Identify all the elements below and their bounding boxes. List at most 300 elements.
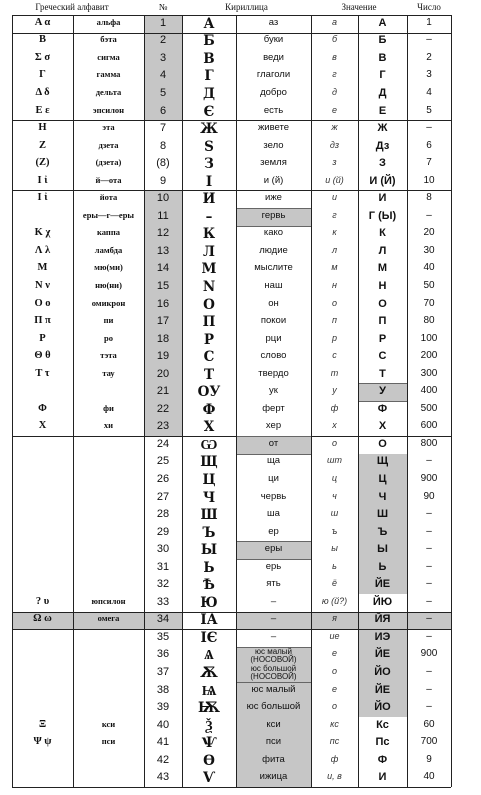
pronunciation: И (Й) xyxy=(369,174,396,187)
pronunciation: Ш xyxy=(376,508,389,521)
numeric-value: 3 xyxy=(426,69,432,81)
numeric-value: 900 xyxy=(420,648,438,660)
meaning: пс xyxy=(329,736,340,747)
cyrillic-name: буки xyxy=(263,34,284,46)
row-number: 30 xyxy=(156,543,170,556)
pronunciation: М xyxy=(377,262,388,275)
meaning: и xyxy=(331,192,337,203)
row-number: 3 xyxy=(159,51,167,64)
greek-name: тау xyxy=(102,367,115,378)
numeric-value: 2 xyxy=(426,51,432,63)
greek-letter: Ι ἰ xyxy=(37,174,48,186)
greek-letter: Φ xyxy=(38,402,47,414)
cyrillic-letter: Ѵ xyxy=(202,770,216,787)
cyrillic-letter: ІЄ xyxy=(200,629,218,646)
pronunciation: В xyxy=(378,51,387,64)
cyrillic-letter: Ы xyxy=(200,542,218,559)
greek-letter: Π π xyxy=(34,315,51,327)
cyrillic-name: хер xyxy=(265,420,282,432)
row-number: 18 xyxy=(156,332,170,345)
meaning: ь xyxy=(332,560,337,571)
greek-letter: ? υ xyxy=(35,595,50,607)
numeric-value: 700 xyxy=(420,736,438,748)
row-number: 13 xyxy=(156,244,170,257)
row-number: 36 xyxy=(156,648,170,661)
cyrillic-letter: Ѕ xyxy=(204,138,214,155)
numeric-value: 10 xyxy=(423,174,435,186)
numeric-value: 4 xyxy=(426,86,432,98)
pronunciation: Л xyxy=(378,244,387,257)
greek-name: еры—г—еры xyxy=(82,209,135,220)
row-number: 38 xyxy=(156,683,170,696)
pronunciation: О xyxy=(378,437,387,450)
greek-name: (дзета) xyxy=(95,157,122,168)
cyrillic-name: червь xyxy=(260,490,287,502)
meaning: о xyxy=(331,437,337,448)
pronunciation: Ъ xyxy=(377,525,388,538)
pronunciation: Р xyxy=(378,332,387,345)
cyrillic-letter: Ж xyxy=(200,121,218,138)
pronunciation: И xyxy=(378,771,387,784)
row-number: 12 xyxy=(156,227,170,240)
meaning: я xyxy=(332,613,337,624)
cyrillic-letter: Ю xyxy=(200,594,218,611)
greek-letter: Λ λ xyxy=(34,244,51,256)
cyrillic-letter: Ѩ xyxy=(201,682,217,699)
greek-letter: Ζ xyxy=(38,139,46,151)
numeric-value: – xyxy=(426,665,432,677)
numeric-value: – xyxy=(426,525,432,537)
meaning: е xyxy=(331,683,337,694)
row-number: 11 xyxy=(157,209,169,222)
numeric-value: 70 xyxy=(423,297,435,309)
row-number: 25 xyxy=(156,455,170,468)
greek-letter: Ε ε xyxy=(35,104,50,116)
row-divider xyxy=(12,787,451,788)
cyrillic-name: ер xyxy=(268,525,279,537)
pronunciation: Т xyxy=(379,367,386,380)
pronunciation: ЙО xyxy=(374,701,391,714)
cyrillic-letter: ОУ xyxy=(197,384,221,401)
numeric-value: – xyxy=(426,209,432,221)
greek-letter: Ρ xyxy=(39,332,46,344)
row-number: 29 xyxy=(156,525,170,538)
pronunciation: Ж xyxy=(377,122,388,135)
cyrillic-letter: Щ xyxy=(200,454,218,471)
cyrillic-letter: Ѳ xyxy=(203,752,215,769)
row-number: 40 xyxy=(156,718,170,731)
pronunciation: ЙЕ xyxy=(374,578,391,591)
meaning: ф xyxy=(330,753,339,764)
meaning: и (й) xyxy=(325,174,344,185)
pronunciation: Н xyxy=(378,279,387,292)
pronunciation: У xyxy=(379,385,386,398)
header-value: Число xyxy=(417,2,441,12)
greek-letter: Ν ν xyxy=(35,279,50,291)
row-number: 2 xyxy=(159,34,167,47)
numeric-value: 6 xyxy=(426,139,432,151)
cyrillic-letter: І xyxy=(205,173,213,190)
cyrillic-letter: Л xyxy=(203,243,215,260)
cyrillic-letter: Ш xyxy=(200,507,218,524)
numeric-value: 5 xyxy=(426,104,432,116)
cyrillic-letter: М xyxy=(201,261,217,278)
cyrillic-name: како xyxy=(263,227,284,239)
meaning: н xyxy=(332,279,337,290)
greek-name: мю(ми) xyxy=(94,262,123,273)
row-number: 27 xyxy=(156,490,170,503)
row-number: 34 xyxy=(156,613,170,626)
numeric-value: 9 xyxy=(426,753,432,765)
pronunciation: Ф xyxy=(377,753,388,766)
greek-letter: Μ xyxy=(37,262,48,274)
column-divider xyxy=(451,15,452,787)
numeric-value: 200 xyxy=(420,350,438,362)
meaning: л xyxy=(331,244,338,255)
meaning: шт xyxy=(327,455,342,466)
numeric-value: 40 xyxy=(423,262,435,274)
meaning: е xyxy=(331,648,337,659)
greek-letter: Ψ ψ xyxy=(33,736,52,748)
cyrillic-letter: З xyxy=(204,156,214,173)
meaning: ч xyxy=(332,490,337,501)
cyrillic-name: зело xyxy=(263,139,284,151)
cyrillic-name: пси xyxy=(265,736,282,748)
pronunciation: ЙО xyxy=(374,665,391,678)
cyrillic-name: ять xyxy=(266,578,281,590)
pronunciation: Дз xyxy=(375,139,390,152)
header-number: № xyxy=(158,2,168,12)
greek-letter: Κ χ xyxy=(34,227,51,239)
row-number: 19 xyxy=(156,350,170,363)
numeric-value: 90 xyxy=(423,490,435,502)
pronunciation: ИЭ xyxy=(374,630,391,643)
row-number: 26 xyxy=(156,472,170,485)
row-divider xyxy=(12,436,451,437)
greek-name: дзета xyxy=(98,139,119,150)
greek-name: кси xyxy=(101,718,116,729)
cell-divider xyxy=(236,559,311,560)
cell-divider xyxy=(236,436,311,437)
pronunciation: Х xyxy=(378,420,387,433)
row-number: 17 xyxy=(156,315,170,328)
greek-name: дельта xyxy=(95,86,122,97)
cyrillic-name: фита xyxy=(262,753,285,765)
cyrillic-letter: ІА xyxy=(200,612,218,629)
meaning: д xyxy=(332,86,337,97)
cyrillic-name: он xyxy=(268,297,279,309)
header-meaning: Значение xyxy=(341,2,377,12)
meaning: ие xyxy=(329,630,340,641)
greek-name: юпсилон xyxy=(91,595,126,606)
pronunciation: С xyxy=(378,350,387,363)
greek-name: гамма xyxy=(96,69,121,80)
greek-name: пи xyxy=(103,315,114,326)
numeric-value: – xyxy=(426,508,432,520)
row-number: 41 xyxy=(156,736,170,749)
row-number: 32 xyxy=(156,578,170,591)
cyrillic-name: юс малый (НОСОВОЙ) xyxy=(250,646,297,664)
greek-letter: Ο ο xyxy=(34,297,51,309)
pronunciation: Ц xyxy=(378,472,387,485)
cyrillic-name: глаголи xyxy=(256,69,291,81)
row-number: 7 xyxy=(159,122,167,135)
cyrillic-name: кси xyxy=(266,718,281,730)
row-number: 37 xyxy=(156,665,170,678)
numeric-value: – xyxy=(426,122,432,134)
numeric-value: – xyxy=(426,543,432,555)
pronunciation: Пс xyxy=(375,736,390,749)
numeric-value: – xyxy=(426,630,432,642)
cyrillic-letter: Ч xyxy=(202,489,216,506)
greek-name: пси xyxy=(101,736,116,747)
meaning: в xyxy=(332,51,337,62)
cyrillic-name: есть xyxy=(263,104,284,116)
numeric-value: – xyxy=(426,578,432,590)
cyrillic-letter: И xyxy=(202,191,216,208)
pronunciation: Ч xyxy=(378,490,387,503)
cyrillic-name: живете xyxy=(257,122,290,134)
meaning: ж xyxy=(331,122,338,133)
greek-name: омикрон xyxy=(91,297,126,308)
pronunciation: ЙЕ xyxy=(374,648,391,661)
row-number: 22 xyxy=(156,402,170,415)
meaning: б xyxy=(331,34,338,45)
cyrillic-name: ща xyxy=(266,455,281,467)
cyrillic-name: от xyxy=(268,437,279,449)
meaning: г xyxy=(332,209,337,220)
cell-divider xyxy=(236,208,311,209)
meaning: е xyxy=(331,104,337,115)
numeric-value: 500 xyxy=(420,402,438,414)
row-number: 16 xyxy=(156,297,170,310)
meaning: х xyxy=(332,420,337,431)
cyrillic-letter: О xyxy=(203,296,215,313)
cyrillic-name: ферт xyxy=(262,402,285,414)
meaning: ё xyxy=(331,578,337,589)
pronunciation: О xyxy=(378,297,387,310)
cyrillic-name: земля xyxy=(260,157,287,169)
pronunciation: Кс xyxy=(376,718,389,731)
cyrillic-letter: К xyxy=(202,226,216,243)
cyrillic-letter: Ѣ xyxy=(203,577,215,594)
cyrillic-letter: Ф xyxy=(202,401,216,418)
pronunciation: Щ xyxy=(376,455,389,468)
greek-letter: Ξ xyxy=(38,718,47,730)
cyrillic-name: ерь xyxy=(265,560,282,572)
numeric-value: 800 xyxy=(420,437,438,449)
cyrillic-name: людие xyxy=(259,244,288,256)
meaning: ы xyxy=(331,543,338,554)
numeric-value: 50 xyxy=(423,279,435,291)
numeric-value: 300 xyxy=(420,367,438,379)
greek-letter: Ω ω xyxy=(33,613,52,625)
greek-name: омега xyxy=(97,613,120,624)
cyrillic-name: еры xyxy=(264,543,283,555)
meaning: кс xyxy=(330,718,339,729)
cyrillic-name: веди xyxy=(263,51,284,63)
row-number: 6 xyxy=(159,104,167,117)
greek-name: йота xyxy=(99,192,118,203)
numeric-value: 60 xyxy=(423,718,435,730)
greek-name: сигма xyxy=(97,51,120,62)
row-number: 24 xyxy=(156,437,170,450)
meaning: о xyxy=(331,665,337,676)
pronunciation: А xyxy=(378,16,387,29)
cyrillic-letter: Ѱ xyxy=(201,735,217,752)
greek-letter: Χ xyxy=(38,420,47,432)
cyrillic-name: ижица xyxy=(259,771,288,783)
greek-name: эта xyxy=(102,122,115,133)
greek-name: каппа xyxy=(97,227,120,238)
cyrillic-letter: – xyxy=(205,208,213,225)
greek-letter: Δ δ xyxy=(35,86,50,98)
cyrillic-letter: Ѫ xyxy=(200,664,218,681)
numeric-value: 7 xyxy=(426,157,432,169)
greek-name: ламбда xyxy=(94,244,123,255)
row-number: 1 xyxy=(159,16,167,29)
meaning: ц xyxy=(331,472,338,483)
cyrillic-name: рци xyxy=(265,332,282,344)
row-number: 31 xyxy=(156,560,170,573)
row-number: 8 xyxy=(159,139,167,152)
cyrillic-letter: В xyxy=(203,50,215,67)
pronunciation: ЙЯ xyxy=(374,613,391,626)
numeric-value: – xyxy=(426,595,432,607)
greek-letter: Γ xyxy=(39,69,46,81)
numeric-value: – xyxy=(426,613,432,625)
cyrillic-letter: Г xyxy=(204,68,214,85)
numeric-value: – xyxy=(426,34,432,46)
greek-letter: Β xyxy=(38,34,46,46)
meaning: с xyxy=(332,350,337,361)
pronunciation: ЙЕ xyxy=(374,683,391,696)
numeric-value: 1 xyxy=(426,16,432,28)
cyrillic-letter: Ц xyxy=(202,471,216,488)
meaning: дз xyxy=(329,139,340,150)
greek-letter: Θ θ xyxy=(34,350,51,362)
row-number: 20 xyxy=(156,367,170,380)
cell-divider xyxy=(236,682,311,683)
numeric-value: 80 xyxy=(423,315,435,327)
meaning: о xyxy=(331,701,337,712)
row-number: 4 xyxy=(159,69,167,82)
numeric-value: 900 xyxy=(420,472,438,484)
pronunciation: Ф xyxy=(377,402,388,415)
cyrillic-name: твердо xyxy=(258,367,289,379)
pronunciation: Г (Ы) xyxy=(368,209,397,222)
header-cyrillic: Кириллица xyxy=(225,2,268,12)
greek-name: й—ота xyxy=(95,174,122,185)
numeric-value: 100 xyxy=(420,332,438,344)
cyrillic-letter: Є xyxy=(203,103,215,120)
pronunciation: К xyxy=(379,227,386,240)
row-number: 35 xyxy=(156,630,170,643)
meaning: у xyxy=(332,385,337,396)
cyrillic-name: юс большой xyxy=(246,701,301,713)
meaning: п xyxy=(332,315,337,326)
row-number: 15 xyxy=(156,279,170,292)
cyrillic-name: наш xyxy=(264,279,283,291)
cyrillic-letter: Ѯ xyxy=(205,717,213,734)
meaning: ф xyxy=(330,402,339,413)
numeric-value: – xyxy=(426,455,432,467)
greek-letter: Σ σ xyxy=(34,51,51,63)
greek-name: ню(ни) xyxy=(95,279,122,290)
cyrillic-name: ци xyxy=(268,472,279,484)
numeric-value: 400 xyxy=(420,385,438,397)
row-number: 43 xyxy=(156,771,170,784)
greek-letter: Η xyxy=(38,122,47,134)
greek-letter: Τ τ xyxy=(35,367,50,379)
cyrillic-name: юс малый xyxy=(251,683,296,695)
cyrillic-letter: Ь xyxy=(203,559,215,576)
row-number: 33 xyxy=(156,595,170,608)
pronunciation: Г xyxy=(379,69,386,82)
cyrillic-name: – xyxy=(270,595,277,607)
cyrillic-letter: Т xyxy=(203,366,215,383)
numeric-value: – xyxy=(426,701,432,713)
cyrillic-name: ук xyxy=(269,385,278,397)
pronunciation: Ь xyxy=(378,560,387,573)
cyrillic-name: мыслите xyxy=(254,262,293,274)
pronunciation: Е xyxy=(378,104,387,117)
cyrillic-name: аз xyxy=(268,16,279,28)
cyrillic-letter: Б xyxy=(203,33,215,50)
meaning: т xyxy=(330,367,339,378)
numeric-value: 40 xyxy=(423,771,435,783)
greek-letter: Ι ἰ xyxy=(37,192,48,204)
meaning: к xyxy=(332,227,337,238)
row-number: 9 xyxy=(159,174,167,187)
greek-name: тэта xyxy=(100,350,117,361)
greek-name: хи xyxy=(103,420,114,431)
header-greek: Греческий алфавит xyxy=(35,2,109,12)
cyrillic-letter: С xyxy=(203,349,215,366)
cyrillic-letter: Ѧ xyxy=(204,647,214,664)
pronunciation: Б xyxy=(378,34,387,47)
pronunciation: ЙЮ xyxy=(372,595,393,608)
cyrillic-name: гервь xyxy=(261,209,286,221)
row-number: (8) xyxy=(156,157,170,170)
cyrillic-name: ша xyxy=(267,508,280,520)
header-divider xyxy=(12,15,451,16)
cyrillic-name: покои xyxy=(260,315,287,327)
pronunciation: З xyxy=(379,157,386,170)
row-number: 14 xyxy=(156,262,170,275)
pronunciation: И xyxy=(378,192,387,205)
cyrillic-letter: Ѭ xyxy=(197,700,220,717)
numeric-value: 8 xyxy=(426,192,432,204)
cyrillic-name: иже xyxy=(265,192,282,204)
numeric-value: – xyxy=(426,683,432,695)
row-number: 39 xyxy=(156,701,170,714)
row-divider xyxy=(12,629,451,630)
cyrillic-letter: Р xyxy=(203,331,215,348)
cyrillic-name: добро xyxy=(260,86,287,98)
greek-name: бэта xyxy=(100,34,117,45)
cyrillic-letter: Х xyxy=(203,419,215,436)
meaning: а xyxy=(331,16,337,27)
cyrillic-name: слово xyxy=(260,350,287,362)
meaning: з xyxy=(332,157,337,168)
greek-name: альфа xyxy=(96,16,121,27)
meaning: о xyxy=(331,297,337,308)
greek-letter: Α α xyxy=(34,16,51,28)
greek-name: фи xyxy=(103,402,114,413)
cyrillic-letter: N xyxy=(202,278,216,295)
cyrillic-name: – xyxy=(270,630,277,642)
